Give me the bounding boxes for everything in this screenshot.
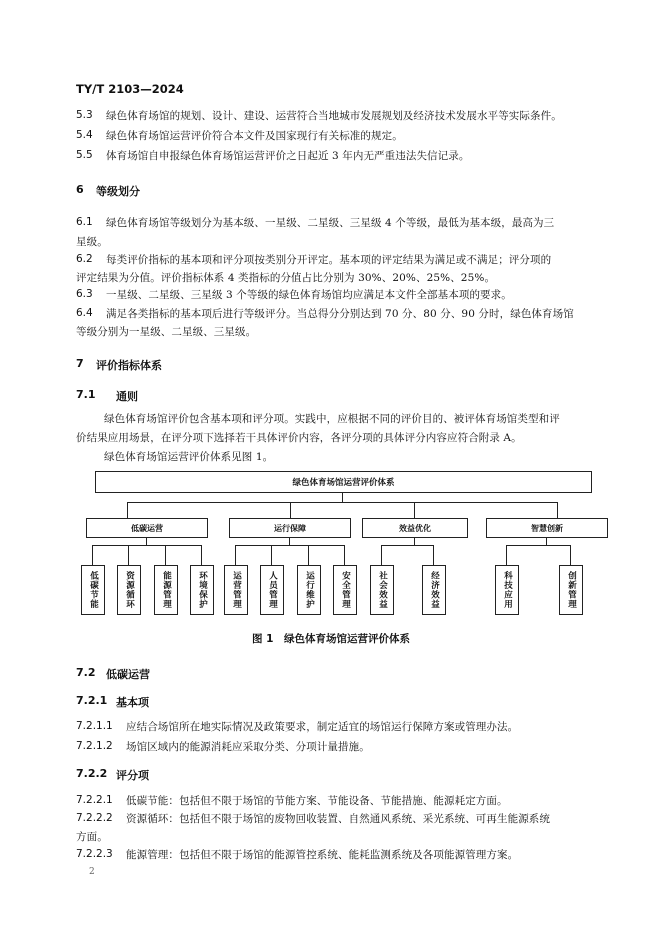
connector-line (557, 502, 558, 518)
connector-line (146, 537, 147, 545)
diagram-group-box-smart: 智慧创新 (486, 518, 608, 538)
connector-line (344, 545, 345, 565)
clause-number: 6.4 (76, 307, 93, 319)
clause-number: 6.1 (76, 216, 93, 228)
connector-line (289, 537, 290, 545)
connector-line (165, 545, 166, 565)
clause-text: 每类评价指标的基本项和评分项按类别分开评定。基本项的评定结果为满足或不满足；评分项的 (106, 254, 552, 266)
diagram-group-box-low-carbon: 低碳运营 (86, 518, 208, 538)
paragraph-line: 绿色体育场馆评价包含基本项和评分项。实践中，应根据不同的评价目的、被评体育场馆类型和评 (104, 413, 560, 425)
clause-number: 7.2.2.2 (76, 812, 113, 824)
clause-text: 满足各类指标的基本项后进行等级评分。当总得分分别达到 70 分、80 分、90 分时，绿色体育场馆 (106, 308, 574, 320)
clause-text: 绿色体育场馆运营评价符合本文件及国家现行有关标准的规定。 (106, 130, 403, 142)
section-number: 6 (76, 183, 84, 196)
clause-text: 应结合场馆所在地实际情况及政策要求，制定适宜的场馆运行保障方案或管理办法。 (126, 721, 519, 733)
clause-text-cont: 星级。 (76, 236, 108, 248)
diagram-leaf-box: 创新管理 (559, 565, 583, 615)
clause-text: 绿色体育场馆等级划分为基本级、一星级、二星级、三星级 4 个等级，最低为基本级，最高为三 (106, 217, 555, 229)
clause-number: 7.2.2.3 (76, 848, 113, 860)
connector-line (235, 545, 236, 565)
connector-line (506, 545, 570, 546)
paragraph-line: 绿色体育场馆运营评价体系见图 1。 (104, 451, 274, 463)
clause-text: 绿色体育场馆的规划、设计、建设、运营符合当地城市发展规划及经济技术发展水平等实际条件。 (106, 110, 562, 122)
subsection-number: 7.2.1 (76, 694, 108, 707)
clause-text: 资源循环：包括但不限于场馆的废物回收装置、自然通风系统、采光系统、可再生能源系统 (126, 813, 550, 825)
clause-text-cont: 评定结果为分值。评价指标体系 4 类指标的分值占比分别为 30%、20%、25%、25%。 (76, 272, 496, 284)
diagram-leaf-box: 运行维护 (297, 565, 321, 615)
paragraph-line: 价结果应用场景，在评分项下选择若干具体评价内容，各评分项的具体评分内容应符合附录 A。 (76, 432, 522, 444)
connector-line (546, 537, 547, 545)
doc-code: TY/T 2103—2024 (76, 82, 184, 96)
diagram-leaf-box: 科技应用 (495, 565, 519, 615)
connector-line (381, 545, 382, 565)
connector-line (235, 545, 344, 546)
connector-line (290, 502, 291, 518)
diagram-root-box: 绿色体育场馆运营评价体系 (95, 471, 592, 493)
clause-number: 6.2 (76, 253, 93, 265)
subsection-number: 7.1 (76, 388, 96, 401)
clause-text: 体育场馆自申报绿色体育场馆运营评价之日起近 3 年内无严重违法失信记录。 (106, 150, 470, 162)
connector-line (127, 502, 558, 503)
clause-text: 能源管理：包括但不限于场馆的能源管控系统、能耗监测系统及各项能源管理方案。 (126, 849, 519, 861)
diagram-leaf-box: 经济效益 (422, 565, 446, 615)
subsection-title: 基本项 (116, 696, 149, 709)
connector-line (506, 545, 507, 565)
clause-number: 5.4 (76, 129, 93, 141)
diagram-group-box-operation: 运行保障 (229, 518, 351, 538)
diagram-leaf-box: 资源循环 (117, 565, 141, 615)
clause-text: 低碳节能：包括但不限于场馆的节能方案、节能设备、节能措施、能源耗定方面。 (126, 795, 508, 807)
subsection-number: 7.2 (76, 666, 96, 679)
subsection-number: 7.2.2 (76, 767, 108, 780)
connector-line (433, 545, 434, 565)
subsection-title: 低碳运营 (106, 668, 150, 681)
diagram-leaf-box: 低碳节能 (81, 565, 105, 615)
connector-line (128, 545, 129, 565)
clause-text: 场馆区域内的能源消耗应采取分类、分项计量措施。 (126, 741, 370, 753)
diagram-leaf-box: 安全管理 (333, 565, 357, 615)
connector-line (201, 545, 202, 565)
connector-line (271, 545, 272, 565)
clause-number: 5.5 (76, 149, 93, 161)
clause-text-cont: 方面。 (76, 831, 108, 843)
clause-number: 7.2.2.1 (76, 794, 113, 806)
section-number: 7 (76, 357, 84, 370)
clause-number: 5.3 (76, 109, 93, 121)
connector-line (92, 545, 201, 546)
clause-number: 7.2.1.1 (76, 720, 113, 732)
figure-caption: 图 1 绿色体育场馆运营评价体系 (252, 633, 410, 645)
clause-number: 7.2.1.2 (76, 740, 113, 752)
diagram-leaf-box: 人员管理 (260, 565, 284, 615)
connector-line (414, 537, 415, 545)
diagram-leaf-box: 环境保护 (190, 565, 214, 615)
section-title: 评价指标体系 (96, 359, 162, 372)
clause-text: 一星级、二星级、三星级 3 个等级的绿色体育场馆均应满足本文件全部基本项的要求。 (106, 289, 512, 301)
connector-line (127, 502, 128, 518)
page-number: 2 (89, 867, 95, 877)
clause-text-cont: 等级分别为一星级、二星级、三星级。 (76, 326, 257, 338)
diagram-leaf-box: 能源管理 (154, 565, 178, 615)
subsection-title: 评分项 (116, 769, 149, 782)
section-title: 等级划分 (96, 185, 140, 198)
connector-line (308, 545, 309, 565)
connector-line (414, 502, 415, 518)
connector-line (92, 545, 93, 565)
connector-line (381, 545, 433, 546)
diagram-group-box-benefit: 效益优化 (362, 518, 468, 538)
diagram-leaf-box: 社会效益 (370, 565, 394, 615)
clause-number: 6.3 (76, 288, 93, 300)
diagram-leaf-box: 运营管理 (224, 565, 248, 615)
subsection-title: 通则 (116, 390, 138, 403)
connector-line (570, 545, 571, 565)
